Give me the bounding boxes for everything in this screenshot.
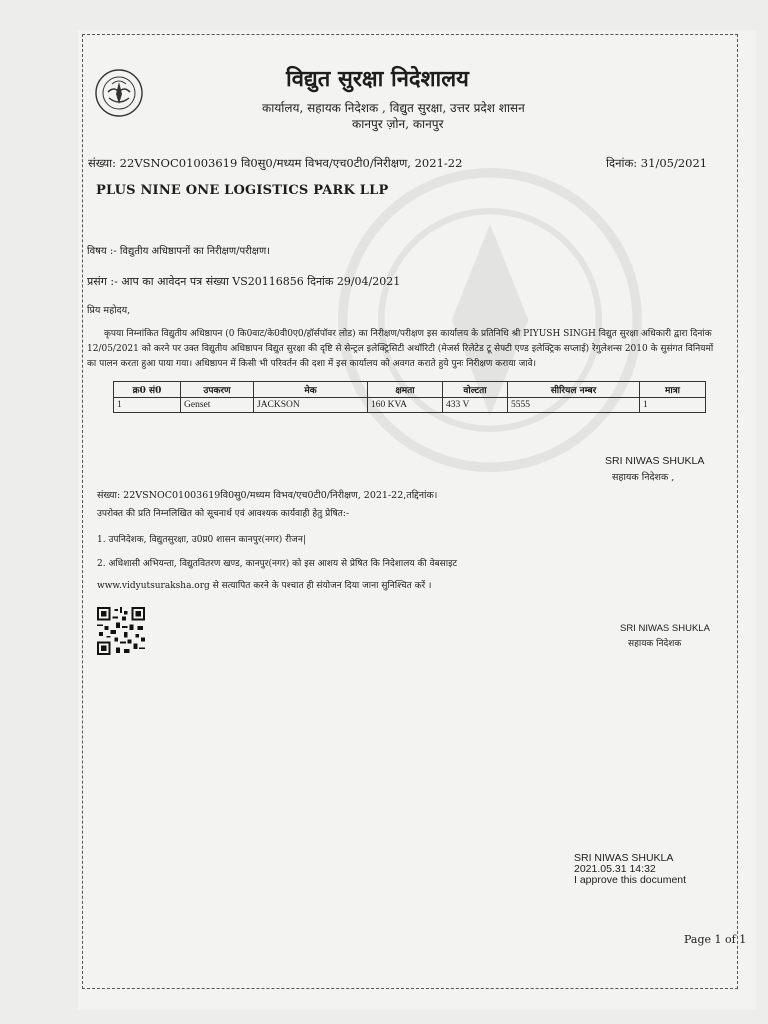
watermark-emblem-icon: [330, 160, 650, 480]
addressee-company: PLUS NINE ONE LOGISTICS PARK LLP: [96, 183, 389, 198]
copy-recipient-1: 1. उपनिदेशक, विद्युतसुरक्षा, उ0प्र0 शासन कानपुर(नगर) रीजन|: [97, 535, 306, 545]
cell-make: JACKSON: [254, 398, 368, 413]
cell-serial-number: 5555: [508, 398, 640, 413]
cell-quantity: 1: [640, 398, 706, 413]
header-serial-number: सीरियल नम्बर: [508, 382, 640, 398]
table-header-row: [114, 382, 706, 398]
cell-capacity: 160 KVA: [368, 398, 443, 413]
signatory-name: SRI NIWAS SHUKLA: [605, 455, 705, 467]
letter-date: दिनांक: 31/05/2021: [606, 156, 708, 170]
table-row: [114, 398, 706, 413]
copy-intro: उपरोक्त की प्रति निम्नलिखित को सूचनार्थ एवं आवश्यक कार्यवाही हेतु प्रेषित:-: [97, 509, 349, 519]
copy-reference-number: संख्या: 22VSNOC01003619वि0सु0/मध्यम विभव/एच0टी0/निरीक्षण, 2021-22,तद्दिनांक।: [97, 490, 438, 501]
digital-signature-name: SRI NIWAS SHUKLA: [574, 852, 674, 864]
header-equipment: उपकरण: [181, 382, 254, 398]
cell-voltage: 433 V: [443, 398, 508, 413]
header-quantity: मात्रा: [640, 382, 706, 398]
copy-signatory-designation: सहायक निदेशक: [628, 639, 682, 649]
header-make: मेक: [254, 382, 368, 398]
equipment-table: [113, 381, 706, 413]
header-serial: क्र0 सं0: [114, 382, 181, 398]
digital-signature-timestamp: 2021.05.31 14:32: [574, 863, 656, 875]
website-verification-note: www.vidyutsuraksha.org से सत्यापित करने के पश्चात ही संयोजन दिया जाना सुनिश्चित करें ।: [97, 581, 432, 591]
digital-signature-block: [574, 853, 686, 886]
salutation: प्रिय महोदय,: [87, 305, 131, 316]
copy-recipient-2: 2. अधिशासी अभियन्ता, विद्युतवितरण खण्ड, कानपुर(नगर) को इस आशय से प्रेषित कि निदेशालय की वेबसाइट: [97, 559, 458, 569]
reference-line: प्रसंग :- आप का आवेदन पत्र संख्या VS20116856 दिनांक 29/04/2021: [87, 275, 401, 288]
office-subtitle: कार्यालय, सहायक निदेशक , विद्युत सुरक्षा, उत्तर प्रदेश शासन: [262, 101, 525, 115]
header-voltage: वोल्टता: [443, 382, 508, 398]
qr-code-icon: [97, 607, 145, 655]
subject-line: विषय :- विद्युतीय अधिष्ठापनों का निरीक्षण/परीक्षण।: [87, 246, 271, 257]
directorate-title: विद्युत सुरक्षा निदेशालय: [286, 66, 469, 92]
page-number: Page 1 of 1: [684, 933, 747, 946]
zone-subtitle: कानपुर ज़ोन, कानपुर: [352, 117, 444, 131]
header-capacity: क्षमता: [368, 382, 443, 398]
body-paragraph: कृपया निम्नांकित विद्युतीय अधिष्ठापन (0 कि0वाट/के0वी0ए0/हॉर्सपॉवर लोड) का निरीक्षण/परीक्षण इस कार्यालय के प्रतिनिधि श्री PIYUSH SINGH विद्युत सुरक्षा अधिकारी द्वारा दिनांक 12/05/2021 को करने पर उक्त विद्युतीय अधिष्ठापन विद्युत सुरक्षा की दृष्टि से सेन्ट्रल इलेक्ट्रिसिटी अथॉरिटी (मेजर्स रिलेटेड टू सेफ्टी एण्ड इलेक्ट्रिक सप्लाई) रेगुलेशन्स 2010 के सुसंगत विनियमों का पालन करता हुआ पाया गया। अधिष्ठापन में किसी भी परिवर्तन की दशा में इस कार्यालय को अवगत कराते हुये पुनः निरीक्षण कराया जावे।: [87, 329, 714, 369]
cell-serial: 1: [114, 398, 181, 413]
copy-signatory-name: SRI NIWAS SHUKLA: [620, 623, 710, 634]
up-government-emblem-icon: [94, 68, 144, 118]
signatory-designation: सहायक निदेशक ,: [612, 472, 675, 483]
digital-signature-note: I approve this document: [574, 874, 687, 886]
cell-equipment: Genset: [181, 398, 254, 413]
reference-number: संख्या: 22VSNOC01003619 वि0सु0/मध्यम विभव/एच0टी0/निरीक्षण, 2021-22: [88, 156, 463, 170]
